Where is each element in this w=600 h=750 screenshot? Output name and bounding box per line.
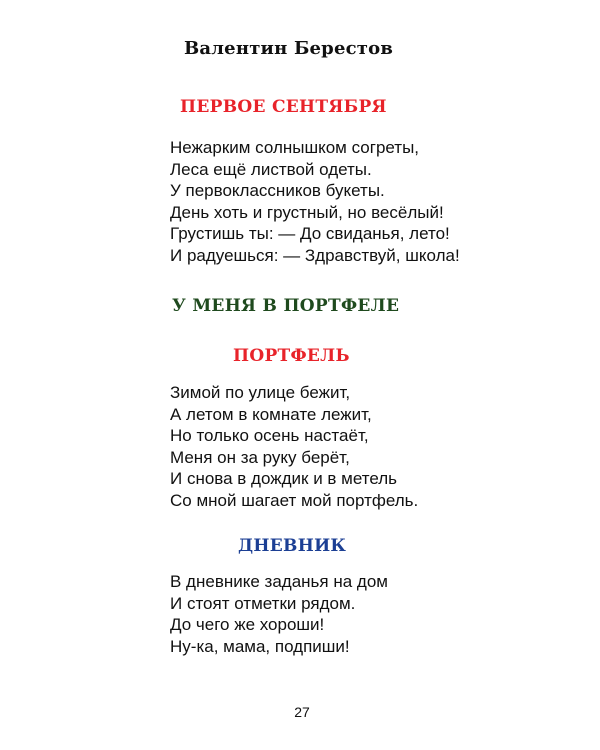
poem-line: Грустишь ты: — До свиданья, лето! xyxy=(170,224,450,243)
poem-dnevnik xyxy=(170,571,388,657)
poem-line: День хоть и грустный, но весёлый! xyxy=(170,202,444,222)
poem-line: В дневнике заданья на дом xyxy=(170,572,388,591)
author-name: Валентин Берестов xyxy=(184,38,394,59)
page-number: 27 xyxy=(294,704,310,720)
poem-line: Леса ещё листвой одеты. xyxy=(170,159,372,179)
poem-title-portfel: ПОРТФЕЛЬ xyxy=(233,346,350,366)
poem-line: И радуешься: — Здравствуй, школа! xyxy=(170,245,460,265)
poem-first-september xyxy=(170,137,460,266)
poem-line: Нежарким солнышком согреты, xyxy=(170,138,420,157)
poem-line: Меня он за руку берёт, xyxy=(170,447,350,467)
poem-title-first-september: ПЕРВОЕ СЕНТЯБРЯ xyxy=(180,97,387,117)
poem-portfel xyxy=(170,382,418,511)
poem-line: Но только осень настаёт, xyxy=(170,426,369,445)
poem-line: У первоклассников букеты. xyxy=(170,181,385,200)
poem-line: И стоят отметки рядом. xyxy=(170,593,356,613)
poem-line: И снова в дождик и в метель xyxy=(170,469,398,488)
poem-title-dnevnik: ДНЕВНИК xyxy=(238,536,347,556)
section-title: У МЕНЯ В ПОРТФЕЛЕ xyxy=(172,296,400,316)
poem-line: До чего же хороши! xyxy=(170,615,325,634)
poem-line: Со мной шагает мой портфель. xyxy=(170,490,419,510)
poem-line: А летом в комнате лежит, xyxy=(170,404,372,424)
poem-line: Ну-ка, мама, подпиши! xyxy=(170,636,350,656)
poem-line: Зимой по улице бежит, xyxy=(170,383,351,402)
